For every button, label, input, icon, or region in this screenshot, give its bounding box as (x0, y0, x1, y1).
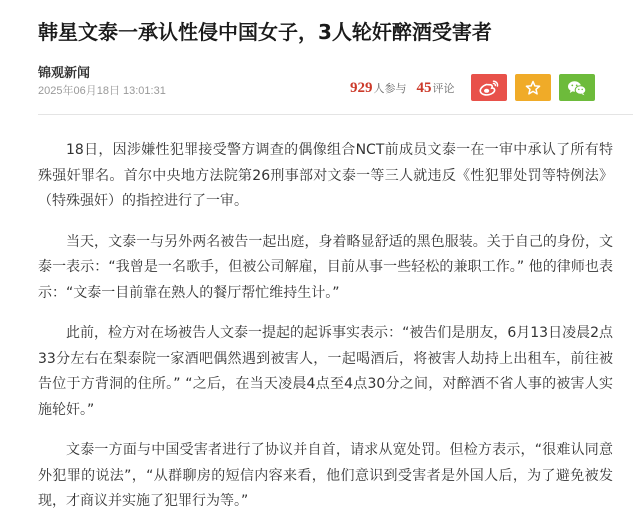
star-icon (525, 80, 541, 96)
favorite-button[interactable] (515, 74, 551, 101)
participants-count: 929 (350, 80, 373, 96)
participants-label: 人参与 (373, 82, 407, 95)
article-stats (350, 80, 465, 100)
weibo-icon (478, 79, 500, 97)
paragraph: 此前，检方对在场被告人文泰一提起的起诉事实表示：“被告们是朋友，6月13日凌晨2点33分左右在梨泰院一家酒吧偶然遇到被害人，一起喝酒后，将被害人劫持上出租车，前往被告位于方背洞的住所。” “之后，在当天凌晨4点至4点30分之间，对醉酒不省人事的被害人实施轮奸。” (38, 325, 613, 418)
news-source[interactable]: 锦观新闻 (38, 66, 91, 81)
comments-label[interactable]: 评论 (432, 82, 455, 95)
publish-date: 2025年06月18日 13:01:31 (38, 85, 166, 97)
header-divider (38, 114, 633, 115)
paragraph: 当天，文泰一与另外两名被告一起出庭，身着略显舒适的黑色服装。关于自己的身份，文泰一表示：“我曾是一名歌手，但被公司解雇，目前从事一些轻松的兼职工作。” 他的律师也表示：“文泰一目前靠在熟人的餐厅帮忙维持生计。” (38, 233, 613, 301)
share-wechat-button[interactable] (559, 74, 595, 101)
article-body (38, 138, 613, 530)
paragraph: 文泰一方面与中国受害者进行了协议并自首，请求从宽处罚。但检方表示，“很难认同意外犯罪的说法”，“从群聊房的短信内容来看，他们意识到受害者是外国人后，为了避免被发现，才商议并实施了犯罪行为等。” (38, 442, 613, 509)
comments-count[interactable]: 45 (416, 80, 432, 96)
share-weibo-button[interactable] (471, 74, 507, 101)
article-title: 韩星文泰一承认性侵中国女子，3人轮奸醉酒受害者 (38, 20, 492, 44)
wechat-icon (566, 79, 588, 97)
paragraph: 18日，因涉嫌性犯罪接受警方调查的偶像组合NCT前成员文泰一在一审中承认了所有特殊强奸罪名。首尔中央地方法院第26刑事部对文泰一等三人就违反《性犯罪处罚等特例法》（特殊强奸）的指控进行了一审。 (38, 142, 613, 209)
